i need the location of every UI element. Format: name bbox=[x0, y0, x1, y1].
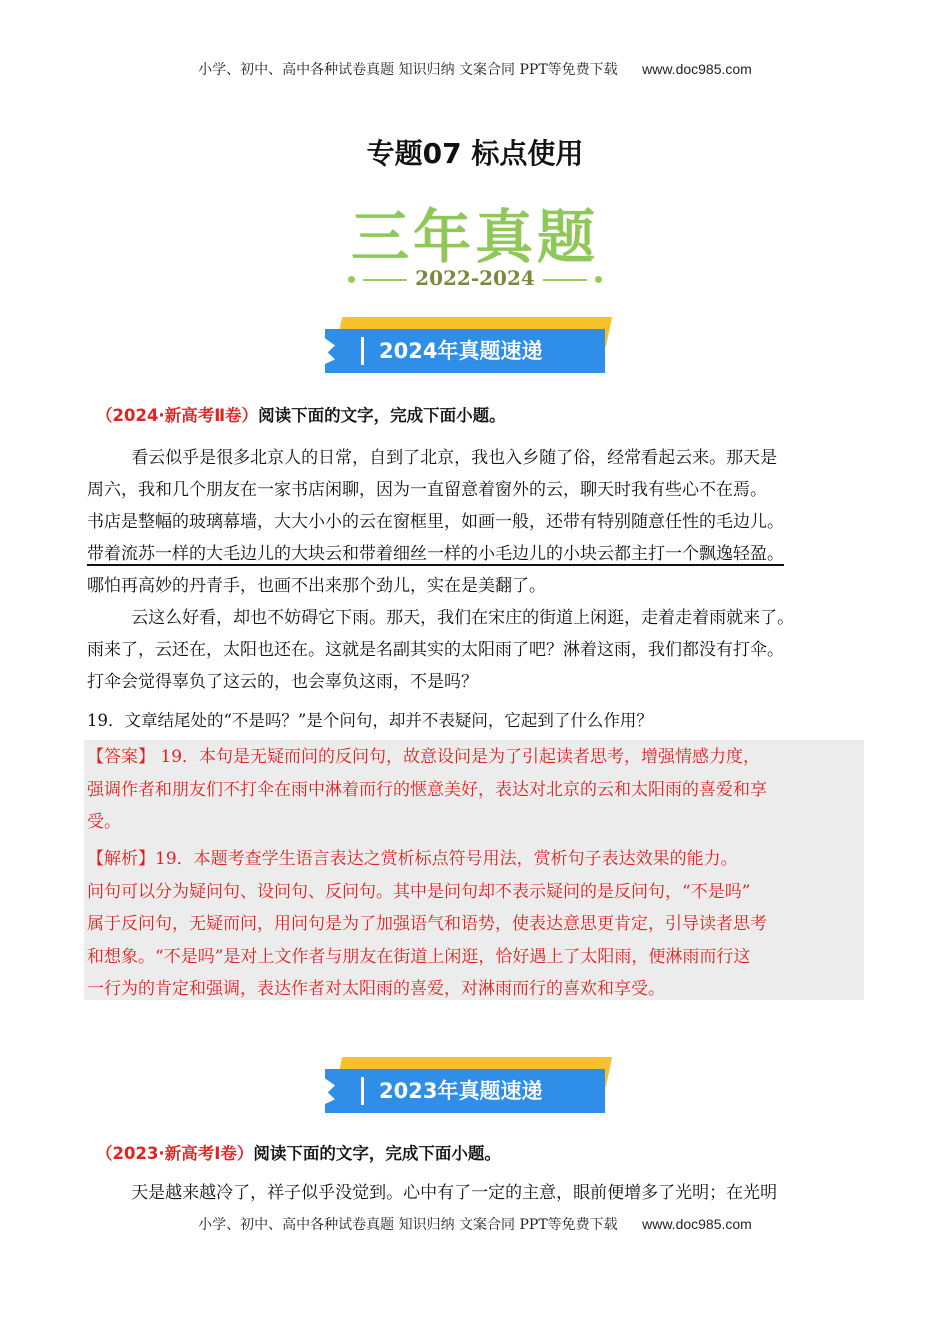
reading-passage-2023 bbox=[87, 1177, 872, 1209]
analysis-line: 一行为的肯定和强调，表达作者对太阳雨的喜爱，对淋雨而行的喜欢和享受。 bbox=[87, 979, 665, 999]
ribbon-divider bbox=[361, 1077, 364, 1105]
divider-right bbox=[543, 279, 587, 281]
question-intro-2023 bbox=[96, 1140, 501, 1164]
passage-line: 周六，我和几个朋友在一家书店闲聊，因为一直留意着窗外的云，聊天时我有些心不在焉。 bbox=[87, 480, 767, 500]
analysis-line: 【解析】19．本题考查学生语言表达之赏析标点符号用法，赏析句子表达效果的能力。 bbox=[87, 849, 738, 869]
ribbon-label: 2023年真题速递 bbox=[379, 1079, 543, 1103]
passage-line: 天是越来越冷了，祥子似乎没觉到。心中有了一定的主意，眼前便增多了光明；在光明 bbox=[131, 1183, 778, 1203]
answer-block bbox=[87, 741, 867, 839]
question-source: （2023·新高考Ⅰ卷） bbox=[96, 1144, 254, 1163]
dot-right-icon bbox=[595, 276, 602, 283]
analysis-block bbox=[87, 843, 867, 1006]
ribbon-label: 2024年真题速递 bbox=[379, 339, 543, 363]
answer-line: 强调作者和朋友们不打伞在雨中淋着而行的惬意美好，表达对北京的云和太阳雨的喜爱和享 bbox=[87, 779, 767, 800]
section-ribbon-2023 bbox=[325, 1057, 625, 1119]
three-year-banner: 三年真题 bbox=[350, 203, 599, 271]
analysis-line: 和想象。“不是吗”是对上文作者与朋友在街道上闲逛，恰好遇上了太阳雨，便淋雨而行这 bbox=[87, 946, 751, 967]
passage-line: 打伞会觉得辜负了这云的，也会辜负这雨，不是吗？ bbox=[87, 672, 478, 692]
passage-line: 书店是整幅的玻璃幕墙，大大小小的云在窗框里，如画一般，还带有特别随意任性的毛边儿。 bbox=[87, 512, 784, 532]
answer-line: 受。 bbox=[87, 812, 121, 832]
ribbon-divider bbox=[361, 337, 364, 365]
passage-line: 云这么好看，却也不妨碍它下雨。那天，我们在宋庄的街道上闲逛，走着走着雨就来了。 bbox=[131, 608, 795, 628]
year-range bbox=[0, 266, 950, 290]
section-ribbon-2024 bbox=[325, 317, 625, 379]
analysis-line: 属于反问句，无疑而问，用问句是为了加强语气和语势，使表达意思更肯定，引导读者思考 bbox=[87, 914, 767, 934]
dot-left-icon bbox=[348, 276, 355, 283]
question-source: （2024·新高考Ⅱ卷） bbox=[96, 406, 259, 425]
question-instruction: 阅读下面的文字，完成下面小题。 bbox=[253, 1144, 501, 1163]
passage-line: 雨来了，云还在，太阳也还在。这就是名副其实的太阳雨了吧？淋着这雨，我们都没有打伞。 bbox=[87, 640, 784, 660]
underlined-sentence: 带着流苏一样的大毛边儿的大块云和带着细丝一样的小毛边儿的小块云都主打一个飘逸轻盈。 bbox=[87, 544, 784, 564]
question-intro-2024 bbox=[96, 402, 506, 426]
footer-text: 小学、初中、高中各种试卷真题 知识归纳 文案合同 PPT等免费下载 bbox=[198, 1217, 618, 1233]
header-url[interactable]: www.doc985.com bbox=[642, 61, 752, 77]
passage-line: 哪怕再高妙的丹青手，也画不出来那个劲儿，实在是美翻了。 bbox=[87, 576, 546, 596]
footer-url[interactable]: www.doc985.com bbox=[642, 1216, 752, 1232]
divider-left bbox=[363, 279, 407, 281]
year-range-text: 2022-2024 bbox=[415, 266, 535, 290]
passage-line: 看云似乎是很多北京人的日常，自到了北京，我也入乡随了俗，经常看起云来。那天是 bbox=[131, 448, 778, 468]
question-instruction: 阅读下面的文字，完成下面小题。 bbox=[258, 406, 506, 425]
question-19: 19．文章结尾处的“不是吗？”是个问句，却并不表疑问，它起到了什么作用？ bbox=[87, 711, 653, 730]
document-title: 专题07 标点使用 bbox=[366, 137, 584, 170]
header-text: 小学、初中、高中各种试卷真题 知识归纳 文案合同 PPT等免费下载 bbox=[198, 62, 618, 78]
reading-passage-2024 bbox=[87, 442, 872, 698]
answer-line: 【答案】 19．本句是无疑而问的反问句，故意设问是为了引起读者思考，增强情感力度， bbox=[87, 747, 761, 767]
page-header bbox=[0, 59, 950, 79]
analysis-line: 问句可以分为疑问句、设问句、反问句。其中是问句却不表示疑问的是反问句，“不是吗” bbox=[87, 881, 751, 902]
page-footer bbox=[0, 1214, 950, 1234]
